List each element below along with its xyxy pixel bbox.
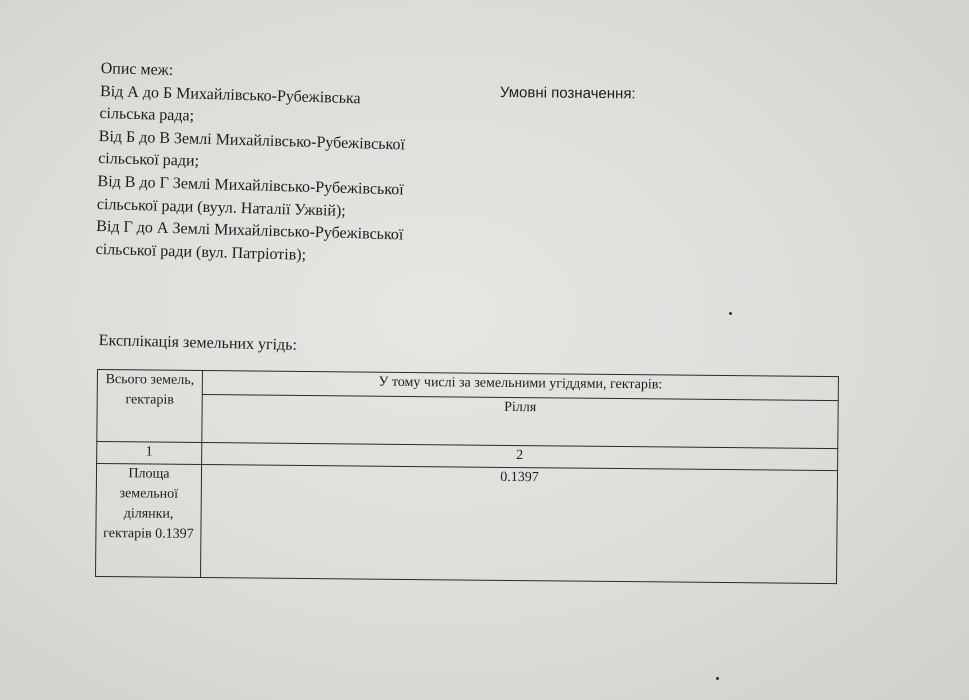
boundary-line: Від Б до В Землі Михайлівсько-Рубежівської: [98, 127, 406, 154]
boundary-line: Від Г до А Землі Михайлівсько-Рубежівської: [96, 218, 404, 244]
legend-title: Умовні позначення:: [499, 84, 636, 103]
boundary-line: Від В до Г Землі Михайлівсько-Рубежівської: [97, 172, 404, 199]
ink-speck: [716, 677, 719, 680]
explication-title: Експлікація земельних угідь:: [98, 332, 298, 354]
boundary-line: сільська рада;: [99, 105, 195, 125]
boundary-line: Від А до Б Михайлівсько-Рубежівська: [99, 82, 361, 107]
ink-speck: [729, 312, 732, 315]
land-types-header: У тому числі за земельними угіддями, гектарів:: [202, 371, 838, 401]
total-land-header: Всього земель, гектарів: [97, 370, 203, 443]
explication-table: [95, 369, 839, 584]
arable-land-header: Рілля: [202, 395, 838, 449]
boundary-line: сільської ради (вул. Патріотів);: [95, 240, 307, 264]
arable-land-value: 0.1397: [201, 465, 838, 584]
column-number-1: 1: [97, 442, 202, 465]
boundary-description: [95, 58, 521, 273]
column-number-2: 2: [202, 443, 838, 471]
boundary-line: сільської ради (вуул. Наталії Ужвій);: [96, 195, 346, 220]
boundary-heading: Опис меж:: [100, 59, 174, 80]
boundary-line: сільської ради;: [97, 150, 200, 171]
plot-area-label: Площа земельної ділянки, гектарів 0.1397: [96, 464, 202, 578]
explication-table-wrap: [95, 369, 839, 584]
